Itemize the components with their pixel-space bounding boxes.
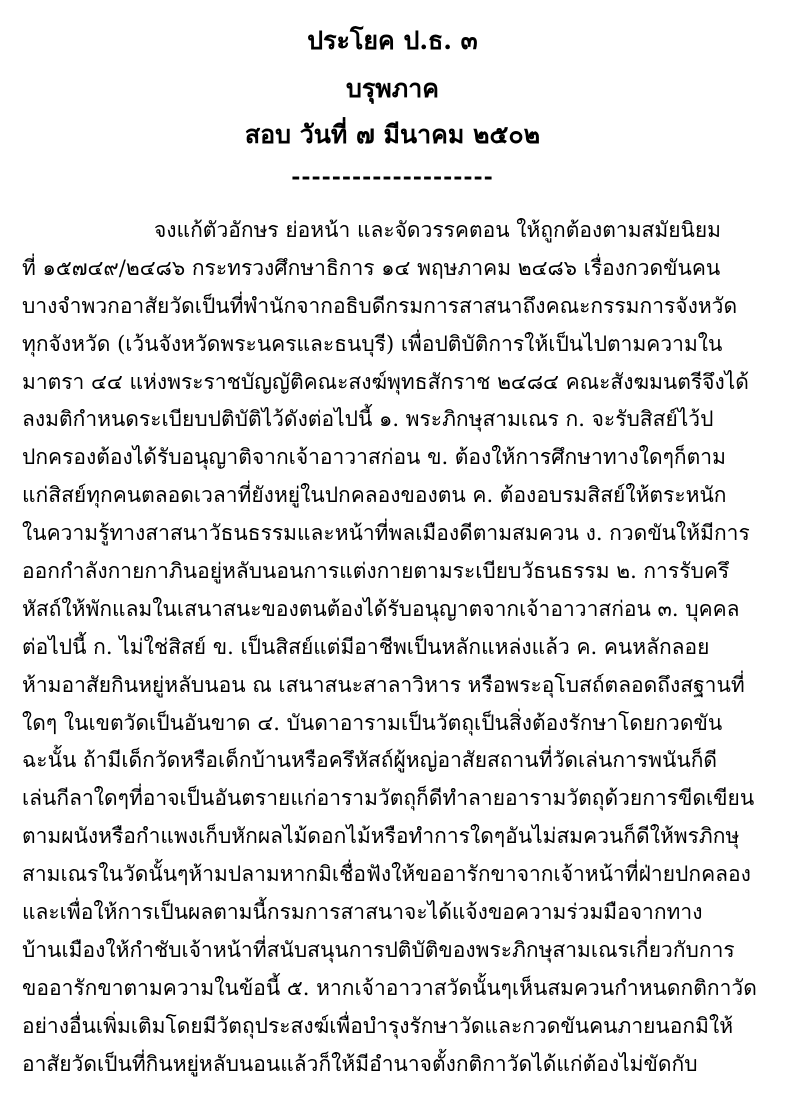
- passage-line: มาตรา ๔๔ แห่งพระราชบัญญัติคณะสงฆ์พุทธสักราช ๒๔๘๔ คณะสังฆมนตรีจึงได้: [22, 369, 749, 394]
- passage-line: ในความรู้ทางสาสนาวัธนธรรมและหน้าที่พลเมืองดีตามสมควน ง. กวดขันให้มีการ: [22, 521, 750, 546]
- passage-line: ฉะนั้น ถ้ามีเด็กวัดหรือเด็กบ้านหรือครึหัสถ์ผู้หญ่อาสัยสถานที่วัดเล่นการพนันก็ดี: [22, 748, 718, 773]
- passage-line: ทุกจังหวัด (เว้นจังหวัดพระนครและธนบุรี) เพื่อปติบัติการให้เป็นไปตามความใน: [22, 331, 723, 356]
- passage-line: สามเณรในวัดนั้นๆห้ามปลามหากมิเชื่อฟังให้ขออารักขาจากเจ้าหน้าที่ฝ่ายปกคลอง: [22, 862, 751, 887]
- passage-line: หัสถ์ให้พักแลมในเสนาสนะของตนต้องได้รับอนุญาตจากเจ้าอาวาสก่อน ๓. บุคคล: [22, 596, 740, 621]
- passage-line: ต่อไปนี้ ก. ไม่ใช่สิสย์ ข. เป็นสิสย์แต่มีอาชีพเป็นหลักแหล่งแล้ว ค. คนหลักลอย: [22, 634, 710, 659]
- passage-line: ใดๆ ในเขตวัดเป็นอันขาด ๔. บันดาอารามเป็นวัตถุเป็นสิ่งต้องรักษาโดยกวดขัน: [22, 710, 723, 735]
- passage-line: ขออารักขาตามความในข้อนี้ ๕. หากเจ้าอาวาสวัดนั้นๆเห็นสมควนกำหนดกติกาวัด: [22, 975, 757, 1000]
- exam-section-title: บรุพภาค: [345, 74, 440, 103]
- passage-line: ออกกำลังกายกาภินอยู่หลับนอนการแต่งกายตามระเบียบวัธนธรรม ๒. การรับครึ: [22, 559, 730, 584]
- passage-line: ที่ ๑๕๗๔๙/๒๔๘๖ กระทรวงศึกษาธิการ ๑๔ พฤษภาคม ๒๔๘๖ เรื่องกวดขันคน: [22, 255, 721, 280]
- separator-line: --------------------: [291, 164, 494, 190]
- passage-line: ห้ามอาสัยกินหยู่หลับนอน ณ เสนาสนะสาลาวิหาร หรือพระอุโบสถ์ตลอดถึงสฐานที่: [22, 672, 745, 697]
- passage-line: บางจำพวกอาสัยวัดเป็นที่พำนักจากอธิบดีกรมการสาสนาถึงคณะกรรมการจังหวัด: [22, 293, 738, 318]
- exam-date: สอบ วันที่ ๗ มีนาคม ๒๕๐๒: [244, 120, 541, 149]
- passage-line: และเพื่อให้การเป็นผลตามนี้กรมการสาสนาจะได้แจ้งขอความร่วมมือจากทาง: [22, 900, 703, 925]
- passage-line: แก่สิสย์ทุกคนตลอดเวลาที่ยังหยู่ในปกคลองของตน ค. ต้องอบรมสิสย์ให้ตระหนัก: [22, 483, 727, 508]
- passage-line: เล่นกีลาใดๆที่อาจเป็นอันตรายแก่อารามวัตถุก็ดีทำลายอารามวัตถุด้วยการขีดเขียน: [22, 786, 755, 811]
- passage-line: อย่างอื่นเพิ่มเติมโดยมีวัตถุประสงฆ์เพื่อบำรุงรักษาวัดและกวดขันคนภายนอกมิให้: [22, 1013, 734, 1038]
- passage-line: ปกครองต้องได้รับอนุญาติจากเจ้าอาวาสก่อน ข. ต้องให้การศึกษาทางใดๆก็ตาม: [22, 445, 726, 470]
- exam-title: ประโยค ป.ธ. ๓: [307, 26, 478, 55]
- passage-line: จงแก้ตัวอักษร ย่อหน้า และจัดวรรคตอน ให้ถูกต้องตามสมัยนิยม: [154, 218, 722, 242]
- passage-line: ลงมติกำหนดระเบียบปติบัติไว้ดังต่อไปนี้ ๑. พระภิกษุสามเณร ก. จะรับสิสย์ไว้ป: [22, 407, 714, 432]
- exam-passage: [22, 212, 764, 1083]
- passage-line: ตามผนังหรือกำแพงเก็บหักผลไม้ดอกไม้หรือทำการใดๆอันไม่สมควนก็ดีให้พรภิกษุ: [22, 824, 740, 849]
- passage-line: บ้านเมืองให้กำชับเจ้าหน้าที่สนับสนุนการปติบัติของพระภิกษุสามเณรเกี่ยวกับการ: [22, 937, 735, 962]
- passage-line: อาสัยวัดเป็นที่กินหยู่หลับนอนแล้วก็ให้มีอำนาจตั้งกติกาวัดได้แก่ต้องไม่ขัดกับ: [22, 1051, 698, 1076]
